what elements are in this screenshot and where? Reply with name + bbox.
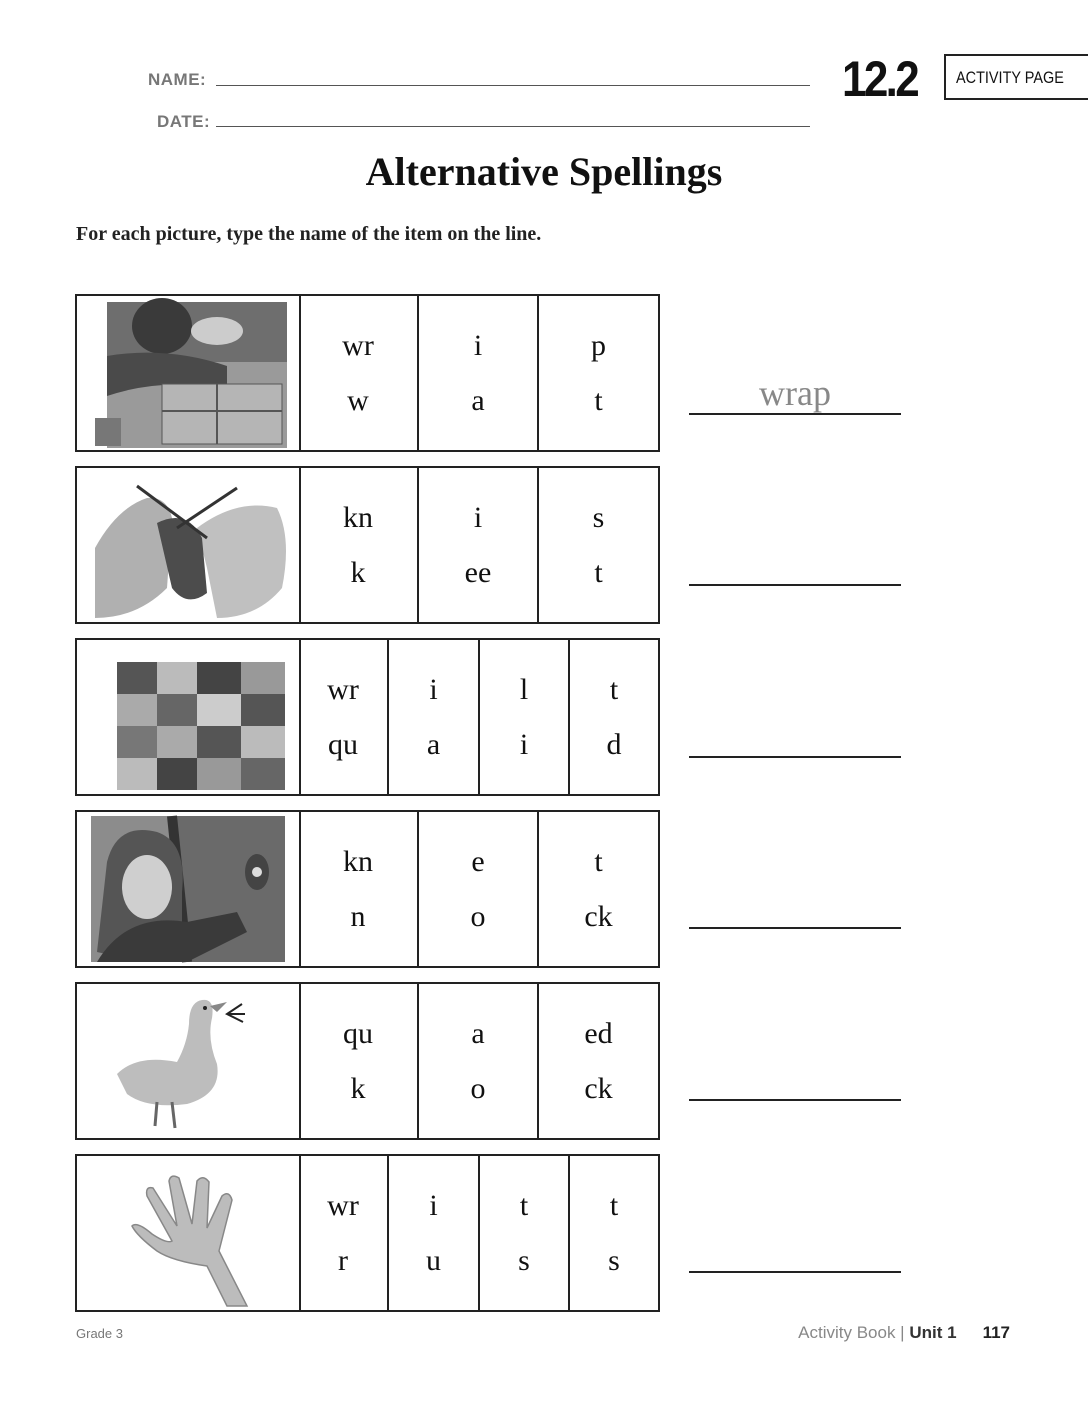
exercise-row bbox=[75, 466, 660, 624]
exercise-row bbox=[75, 1154, 660, 1312]
spelling-option: u bbox=[426, 1244, 441, 1277]
instructions-part3: name of the item on the line. bbox=[294, 223, 542, 245]
exercise-row bbox=[75, 294, 660, 452]
lesson-number: 12.2 bbox=[842, 51, 918, 107]
spelling-option: e bbox=[471, 845, 485, 878]
letter-cell bbox=[539, 468, 658, 622]
letter-cell bbox=[539, 812, 658, 966]
instructions bbox=[76, 223, 541, 246]
name-field-line[interactable] bbox=[216, 85, 810, 86]
spelling-option: wr bbox=[327, 1189, 359, 1222]
spelling-option: s bbox=[518, 1244, 530, 1277]
duckling-quacking-photo-icon bbox=[77, 984, 301, 1138]
letter-cell bbox=[419, 984, 539, 1138]
instructions-part1: For each picture, bbox=[76, 223, 227, 245]
gift-wrapping-photo-icon bbox=[77, 296, 301, 450]
exercise-row bbox=[75, 982, 660, 1140]
letter-cell bbox=[419, 468, 539, 622]
spelling-option: t bbox=[594, 384, 603, 417]
letter-cell bbox=[480, 1156, 570, 1310]
page-title: Alternative Spellings bbox=[365, 149, 723, 194]
spelling-option: kn bbox=[343, 845, 373, 878]
letter-cell bbox=[570, 1156, 658, 1310]
spelling-option: k bbox=[350, 556, 366, 589]
spelling-option: r bbox=[338, 1244, 348, 1277]
letter-cell bbox=[299, 640, 389, 794]
spelling-option: ed bbox=[584, 1017, 613, 1050]
letter-cell bbox=[539, 984, 658, 1138]
activity-page-label: ACTIVITY PAGE bbox=[956, 68, 1064, 87]
letter-cell bbox=[299, 468, 419, 622]
spelling-option: i bbox=[519, 728, 529, 761]
spelling-option: o bbox=[470, 900, 486, 933]
spelling-option: t bbox=[594, 556, 603, 589]
answer-line[interactable] bbox=[689, 756, 901, 758]
answer-text: wrap bbox=[759, 373, 831, 413]
spelling-option: n bbox=[350, 900, 366, 933]
spelling-option: i bbox=[473, 501, 483, 534]
girl-knocking-door-photo-icon bbox=[77, 812, 301, 966]
spelling-option: p bbox=[591, 329, 606, 362]
letter-cell bbox=[539, 296, 658, 450]
letter-cell bbox=[299, 812, 419, 966]
spelling-option: o bbox=[470, 1072, 486, 1105]
answer-line[interactable] bbox=[689, 927, 901, 929]
spelling-option: t bbox=[609, 673, 619, 706]
spelling-option: k bbox=[350, 1072, 366, 1105]
letter-cell bbox=[299, 1156, 389, 1310]
spelling-option: s bbox=[592, 501, 605, 534]
page-number: 117 bbox=[982, 1323, 1010, 1342]
spelling-option: i bbox=[473, 329, 483, 362]
spelling-option: d bbox=[606, 728, 622, 761]
letter-cell bbox=[389, 640, 480, 794]
date-field-line[interactable] bbox=[216, 126, 810, 127]
spelling-option: qu bbox=[343, 1017, 373, 1050]
instructions-emphasis: type the bbox=[226, 223, 295, 245]
knitting-photo-icon bbox=[77, 468, 301, 622]
spelling-option: i bbox=[429, 1189, 438, 1222]
letter-cell bbox=[299, 984, 419, 1138]
spelling-option: t bbox=[519, 1189, 529, 1222]
hand-wrist-photo-icon bbox=[77, 1156, 301, 1310]
quilt-photo-icon bbox=[77, 640, 301, 794]
footer-book-info: Activity Book | Unit 1 117 bbox=[798, 1323, 1010, 1342]
answer-line[interactable] bbox=[689, 1099, 901, 1101]
spelling-option: a bbox=[426, 728, 441, 761]
spelling-option: a bbox=[471, 1017, 485, 1050]
answer-line[interactable] bbox=[689, 1271, 901, 1273]
activity-page-badge bbox=[944, 54, 1088, 100]
spelling-option: t bbox=[594, 845, 603, 878]
exercise-row bbox=[75, 638, 660, 796]
spelling-option: ee bbox=[464, 556, 492, 589]
spelling-option: a bbox=[471, 384, 485, 417]
spelling-option: ck bbox=[584, 900, 613, 933]
spelling-option: ck bbox=[584, 1072, 613, 1105]
footer-grade: Grade 3 bbox=[76, 1326, 123, 1341]
letter-cell bbox=[389, 1156, 480, 1310]
letter-cell bbox=[570, 640, 658, 794]
spelling-option: wr bbox=[327, 673, 359, 706]
spelling-option: t bbox=[609, 1189, 619, 1222]
answer-line[interactable] bbox=[689, 413, 901, 415]
letter-cell bbox=[419, 812, 539, 966]
spelling-option: i bbox=[429, 673, 438, 706]
spelling-option: w bbox=[347, 384, 369, 417]
letter-cell bbox=[419, 296, 539, 450]
spelling-option: l bbox=[519, 673, 529, 706]
spelling-option: qu bbox=[328, 728, 358, 761]
footer-book: Activity Book bbox=[798, 1323, 896, 1342]
spelling-option: s bbox=[608, 1244, 620, 1277]
spelling-option: wr bbox=[342, 329, 374, 362]
letter-cell bbox=[299, 296, 419, 450]
exercise-row bbox=[75, 810, 660, 968]
letter-cell bbox=[480, 640, 570, 794]
name-label: NAME: bbox=[148, 70, 207, 89]
spelling-option: kn bbox=[343, 501, 373, 534]
date-label: DATE: bbox=[157, 112, 211, 131]
footer-unit: Unit 1 bbox=[909, 1323, 957, 1342]
answer-line[interactable] bbox=[689, 584, 901, 586]
